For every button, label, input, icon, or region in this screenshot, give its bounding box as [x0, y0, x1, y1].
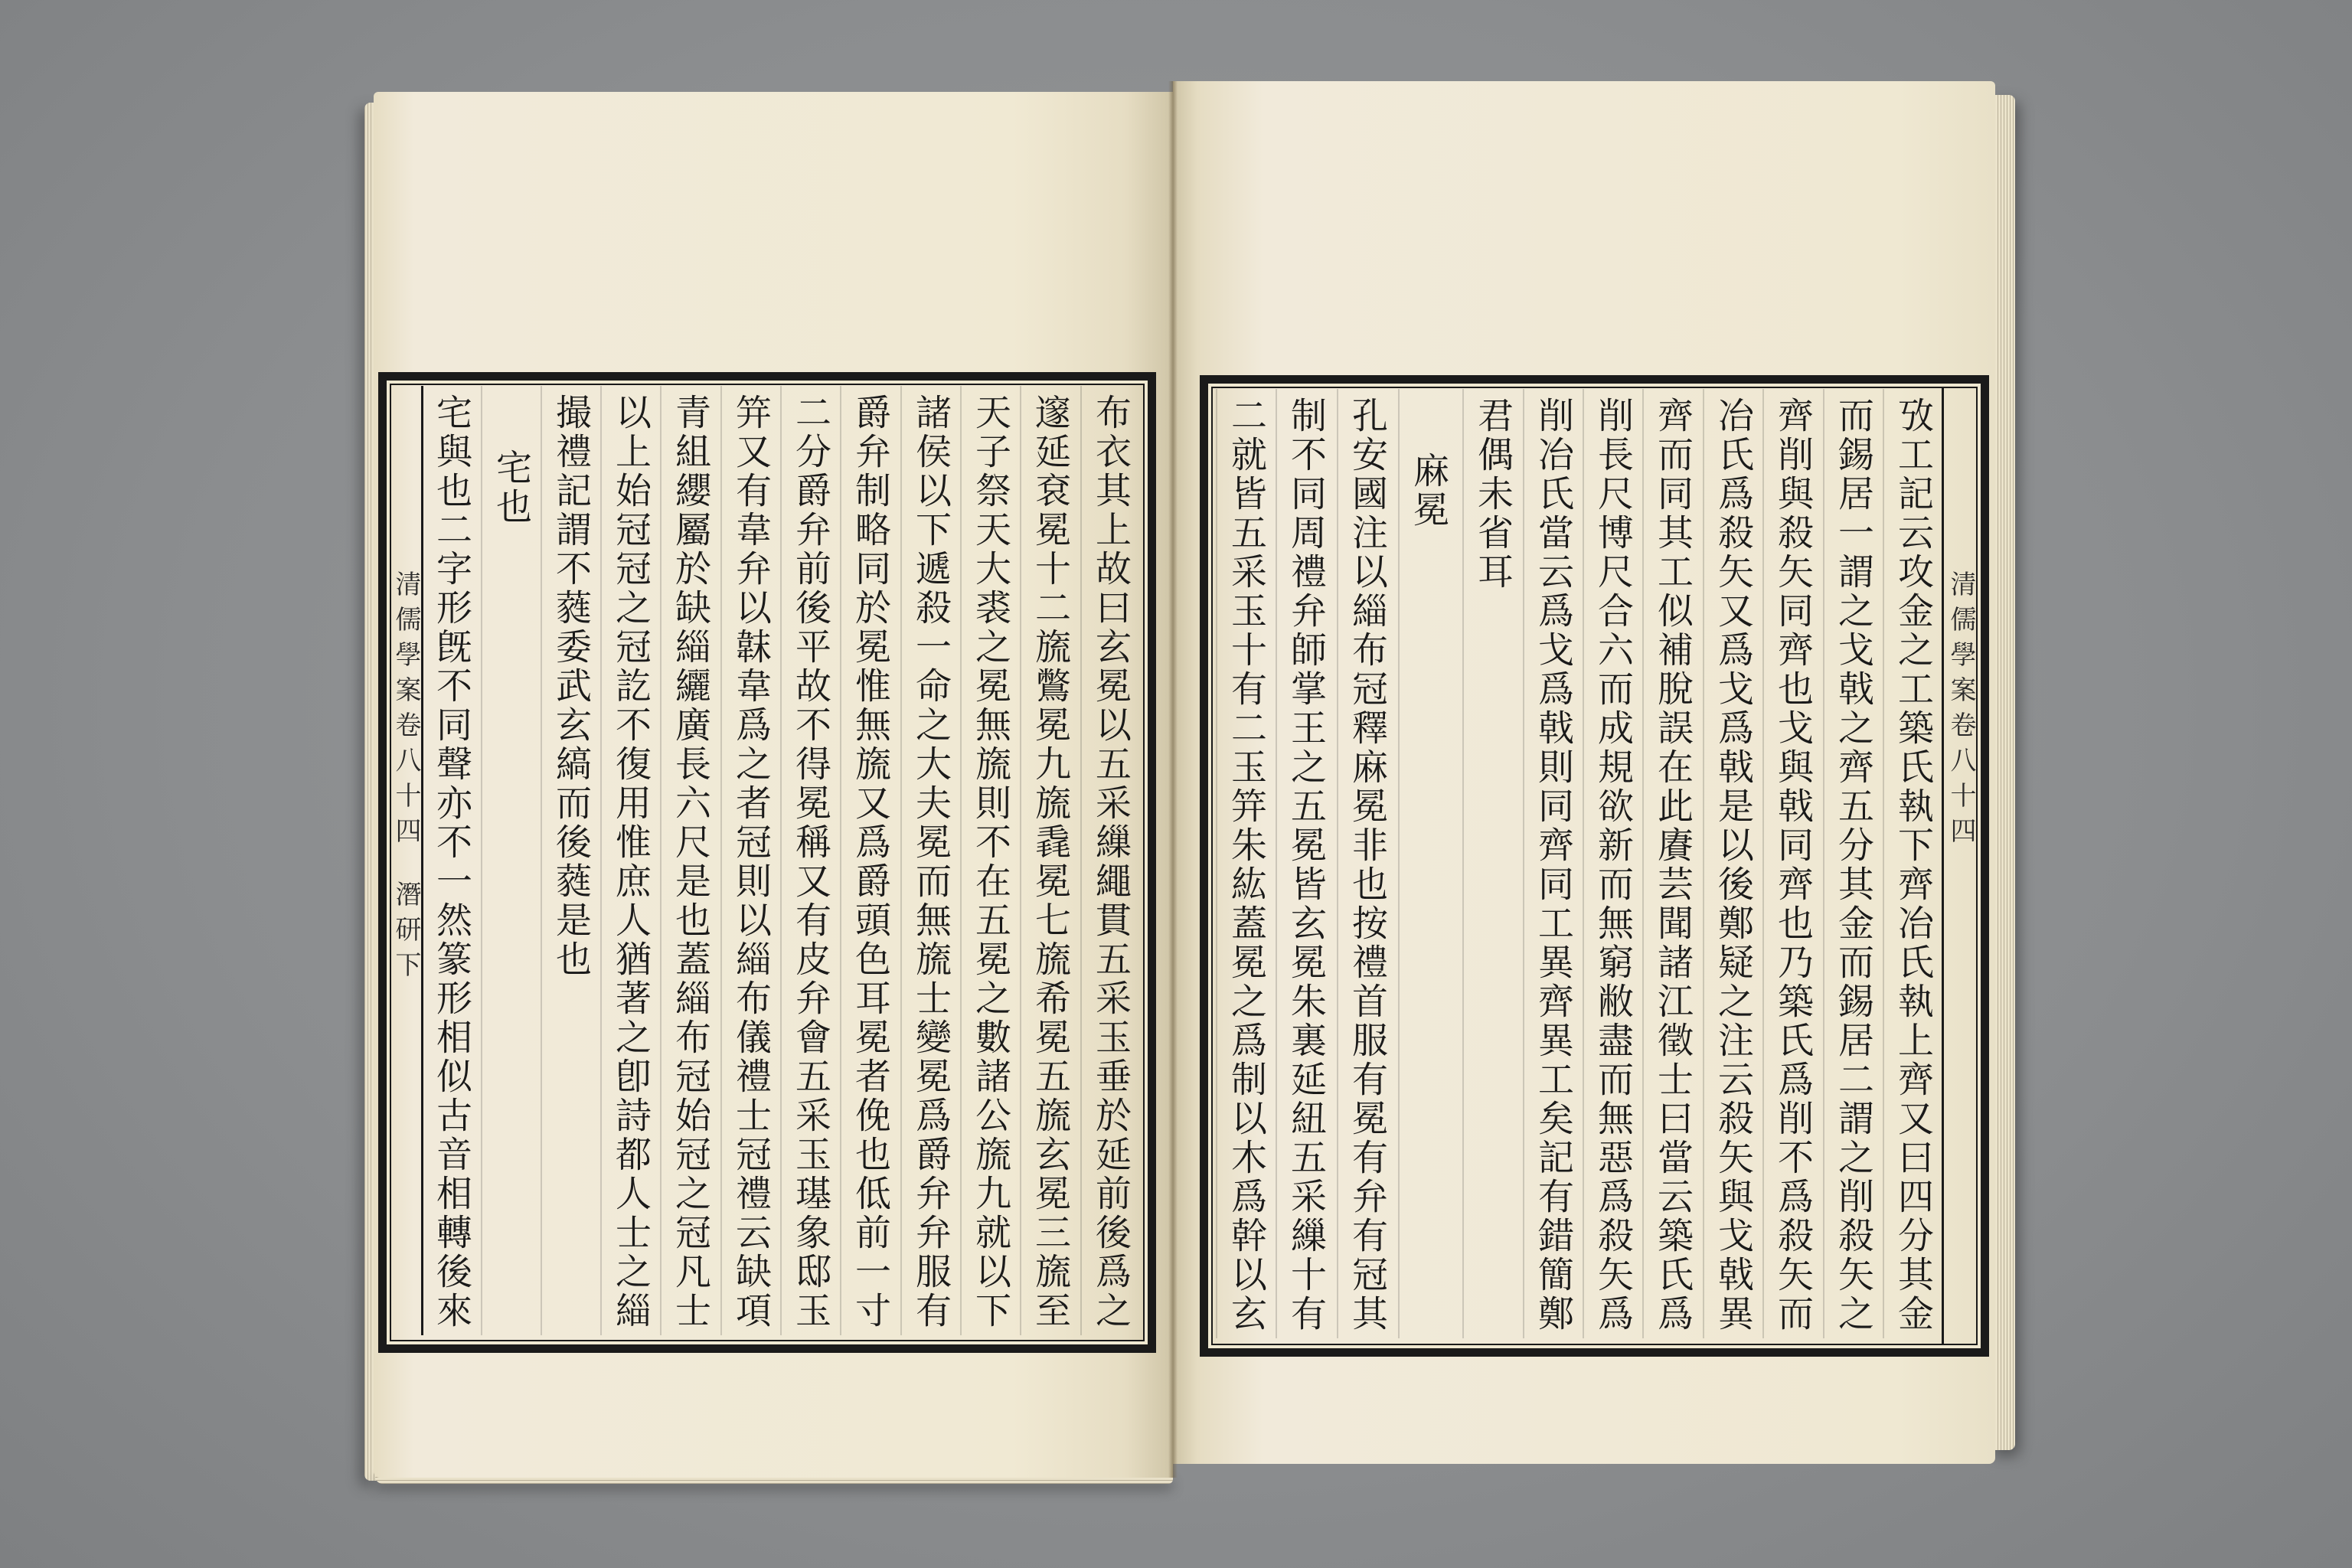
text-column: 制不同周禮弁師掌王之五冕皆玄冕朱裏延紐五采繅十有 [1276, 389, 1335, 1338]
text-column: 二分爵弁前後平故不得冕稱又有皮弁會五采玉璂象邸玉 [780, 386, 840, 1335]
text-column: 諸侯以下遞殺一命之大夫冕而無旒士變冕爲爵弁弁服有 [900, 386, 960, 1335]
book-gutter [1168, 81, 1178, 1478]
text-column: 而錫居一謂之戈戟之齊五分其金而錫居二謂之削殺矢之 [1823, 389, 1883, 1338]
text-column: 孔安國注以緇布冠釋麻冕非也按禮首服有冕有弁有冠其 [1337, 389, 1396, 1338]
text-column: 天子祭天大裘之冕無旒則不在五冕之數諸公旒九就以下 [960, 386, 1020, 1335]
text-column: 青組纓屬於缺緇纚廣長六尺是也蓋緇布冠始冠之冠凡士 [660, 386, 720, 1335]
text-column: 撮禮記謂不蕤委武玄縞而後蕤是也 [541, 386, 600, 1335]
text-column: 削冶氏當云爲戈爲戟則同齊同工異齊異工矣記有錯簡鄭 [1523, 389, 1583, 1338]
text-column: 削長尺博尺合六而成規欲新而無窮敝盡而無惡爲殺矢爲 [1583, 389, 1642, 1338]
text-column: 君偶未省耳 [1462, 389, 1522, 1338]
text-column: 齊而同其工似補脫誤在此賡芸聞諸江徵士曰當云築氏爲 [1642, 389, 1702, 1338]
text-column: 冶氏爲殺矢又爲戈爲戟是以後鄭疑之注云殺矢與戈戟異 [1703, 389, 1762, 1338]
fold-margin-title: 清儒學案卷八十四 [390, 570, 421, 852]
text-column: 宅與也二字形旣不同聲亦不一然篆形相似古音相轉後來 [421, 386, 481, 1335]
text-column: 爵弁制略同於冕惟無旒又爲爵頭色耳冕者俛也低前一寸 [840, 386, 900, 1335]
text-column: 二就皆五采玉十有二玉笄朱紘蓋冕之爲制以木爲幹以玄 [1216, 389, 1276, 1338]
section-heading: 宅也 [481, 386, 541, 1335]
text-column: 笄又有韋弁以韎韋爲之者冠則以緇布儀禮士冠禮云缺項 [720, 386, 780, 1335]
fold-margin-title: 清儒學案卷八十四 [1945, 570, 1976, 852]
section-heading: 麻冕 [1398, 389, 1458, 1338]
text-column: 齊削與殺矢同齊也戈與戟同齊也乃築氏爲削不爲殺矢而 [1762, 389, 1822, 1338]
text-column: 布衣其上故曰玄冕以五采繅繩貫五采玉垂於延前後爲之 [1080, 386, 1140, 1335]
fold-margin-section: 潛研下 [390, 880, 421, 986]
text-column: 以上始冠冠之冠訖不復用惟庶人猶著之卽詩都人士之緇 [600, 386, 660, 1335]
text-column: 攷工記云攻金之工築氏執下齊冶氏執上齊又曰四分其金 [1883, 389, 1942, 1338]
text-column: 邃延袞冕十二旒鷩冕九旒毳冕七旒希冕五旒玄冕三旒至 [1020, 386, 1080, 1335]
